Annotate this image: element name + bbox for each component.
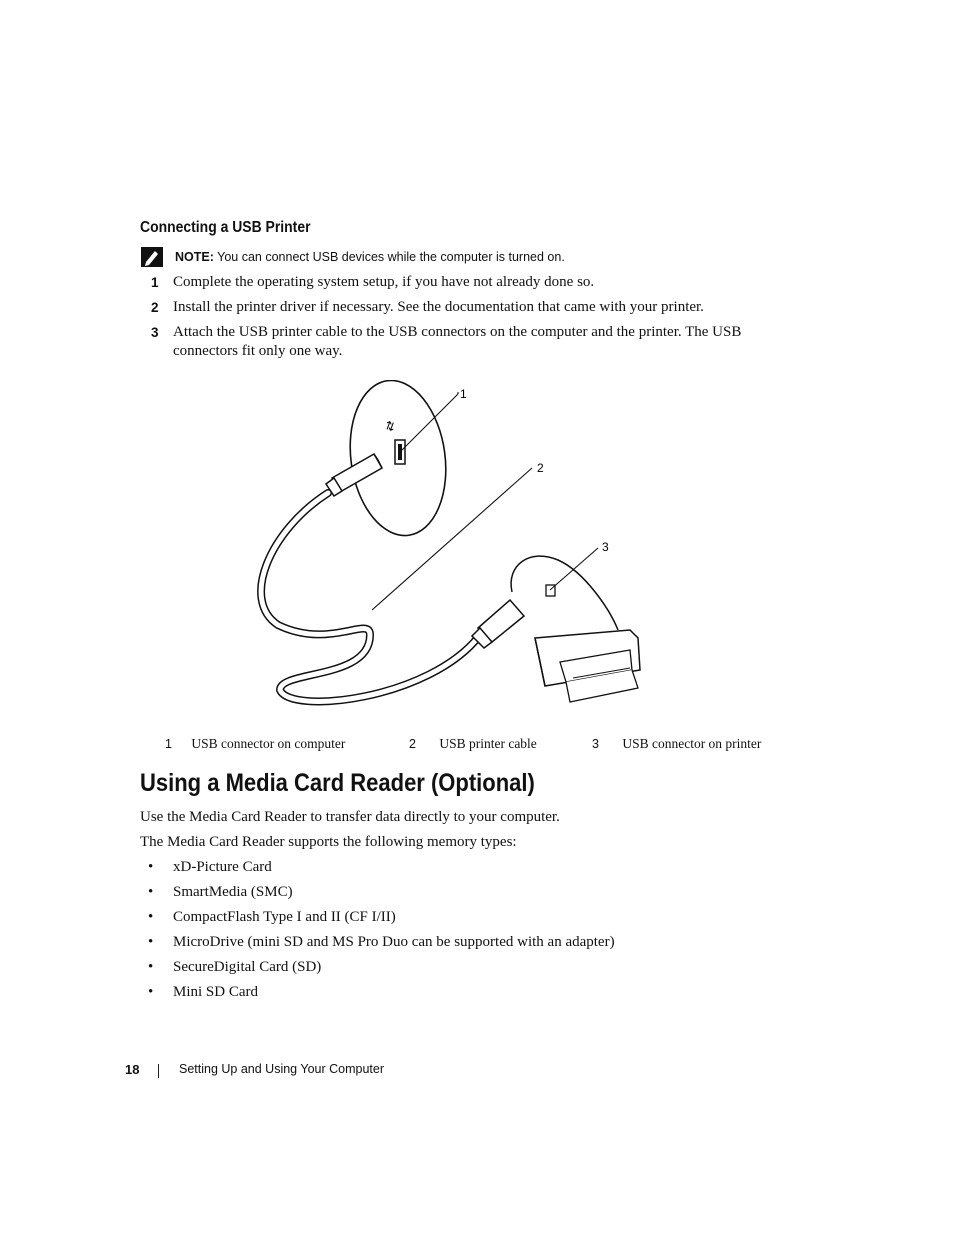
- legend-number: 3: [592, 737, 599, 751]
- page-number: 18: [125, 1062, 140, 1077]
- note: [175, 250, 565, 264]
- callout-3-marker: 3: [602, 540, 609, 554]
- bullet-marker: •: [148, 959, 154, 975]
- step-3: [140, 323, 790, 361]
- supports-paragraph: The Media Card Reader supports the following memory types:: [140, 834, 517, 850]
- note-text: You can connect USB devices while the computer is turned on.: [217, 250, 565, 264]
- bullet-marker: •: [148, 884, 154, 900]
- list-item-text: xD-Picture Card: [173, 859, 272, 875]
- footer-divider: [158, 1064, 159, 1078]
- step-text: Complete the operating system setup, if you have not already done so.: [173, 274, 595, 290]
- usb-plug-computer: [326, 454, 382, 496]
- list-item-text: MicroDrive (mini SD and MS Pro Duo can be supported with an adapter): [173, 934, 615, 950]
- step-1: [140, 273, 790, 292]
- bullet-marker: •: [148, 984, 154, 1000]
- page-title: Using a Media Card Reader (Optional): [140, 769, 535, 797]
- callout-2-marker: 2: [537, 461, 544, 475]
- computer-port-magnifier: [341, 380, 456, 542]
- note-label: NOTE:: [175, 250, 214, 264]
- intro-paragraph: Use the Media Card Reader to transfer data directly to your computer.: [140, 809, 560, 825]
- legend-number: 1: [165, 737, 172, 751]
- footer-chapter: Setting Up and Using Your Computer: [179, 1062, 384, 1076]
- legend-item-1: [165, 736, 345, 752]
- step-text: Install the printer driver if necessary. See the documentation that came with your printer.: [173, 299, 704, 315]
- note-pencil-icon: [140, 246, 164, 268]
- step-number: 2: [151, 300, 159, 315]
- printer-icon: [535, 630, 640, 702]
- step-number: 1: [151, 275, 159, 290]
- legend-item-3: [592, 736, 761, 752]
- svg-text:⇄: ⇄: [381, 418, 399, 434]
- list-item-text: SecureDigital Card (SD): [173, 959, 322, 975]
- legend-label: USB printer cable: [439, 736, 537, 751]
- section-heading: Connecting a USB Printer: [140, 219, 311, 236]
- list-item-text: CompactFlash Type I and II (CF I/II): [173, 909, 396, 925]
- usb-plug-printer: [472, 600, 524, 648]
- callout-1-marker: 1: [460, 387, 467, 401]
- legend-item-2: [409, 736, 537, 752]
- step-text: Attach the USB printer cable to the USB connectors on the computer and the printer. The USB connectors fit only one way.: [173, 324, 742, 359]
- list-item-text: Mini SD Card: [173, 984, 259, 1000]
- bullet-marker: •: [148, 859, 154, 875]
- step-2: [140, 298, 790, 317]
- usb-printer-illustration: [240, 380, 660, 720]
- legend-label: USB connector on computer: [191, 736, 346, 751]
- bullet-marker: •: [148, 909, 154, 925]
- step-number: 3: [151, 325, 159, 340]
- bullet-marker: •: [148, 934, 154, 950]
- legend-number: 2: [409, 737, 416, 751]
- list-item-text: SmartMedia (SMC): [173, 884, 293, 900]
- legend-label: USB connector on printer: [622, 736, 762, 751]
